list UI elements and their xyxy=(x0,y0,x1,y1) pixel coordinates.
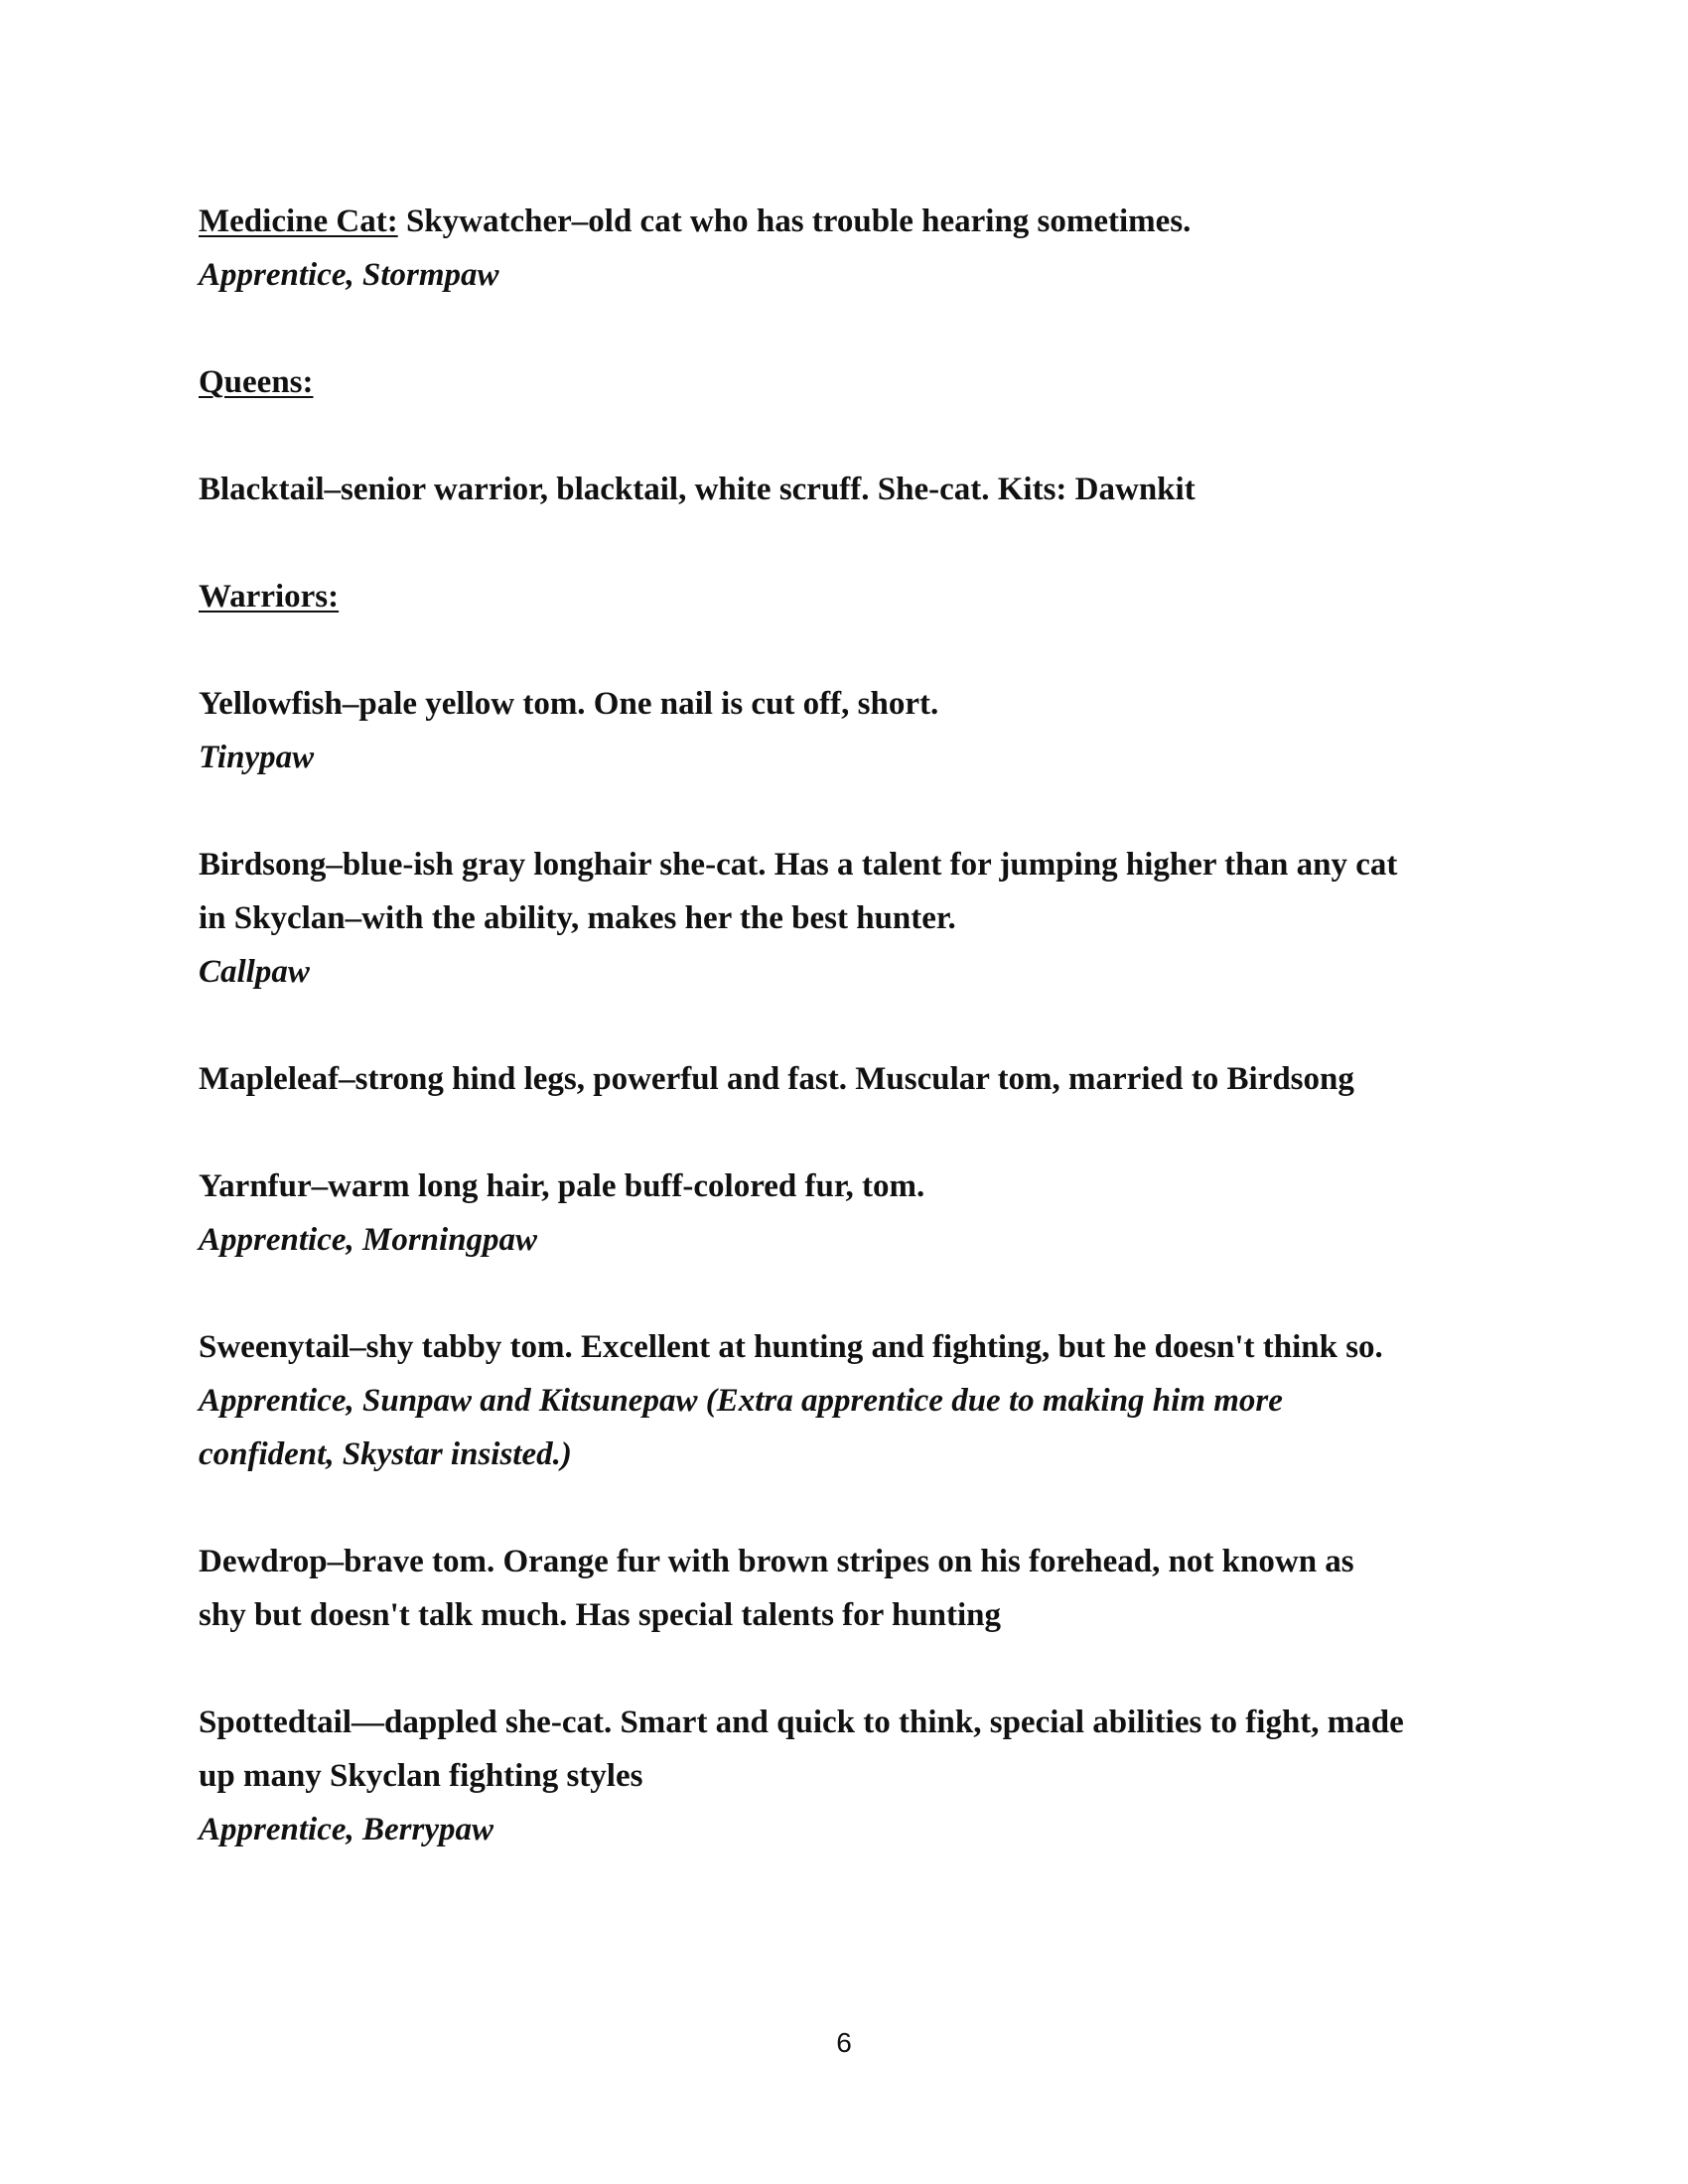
warrior-yarnfur-apprentice: Apprentice, Morningpaw xyxy=(199,1222,538,1258)
warrior-birdsong-cont: in Skyclan–with the ability, makes her the best hunter. xyxy=(199,900,956,936)
warrior-spottedtail-apprentice: Apprentice, Berrypaw xyxy=(199,1812,493,1847)
queen-entry: Blacktail–senior warrior, blacktail, white scruff. She-cat. Kits: Dawnkit xyxy=(199,472,1196,507)
warrior-yellowfish-apprentice: Tinypaw xyxy=(199,740,315,775)
medicine-cat-heading: Medicine Cat: xyxy=(199,204,398,239)
warrior-birdsong: Birdsong–blue-ish gray longhair she-cat. Has a talent for jumping higher than any cat xyxy=(199,847,1398,883)
warrior-dewdrop: Dewdrop–brave tom. Orange fur with brown stripes on his forehead, not known as xyxy=(199,1544,1354,1579)
warrior-sweenytail-apprentice-cont: confident, Skystar insisted.) xyxy=(199,1436,572,1472)
warrior-dewdrop-cont: shy but doesn't talk much. Has special talents for hunting xyxy=(199,1597,1002,1633)
medicine-cat-line xyxy=(199,195,1509,248)
warrior-yarnfur: Yarnfur–warm long hair, pale buff-colored fur, tom. xyxy=(199,1168,925,1204)
warrior-birdsong-apprentice: Callpaw xyxy=(199,954,310,990)
medicine-cat-text: Skywatcher–old cat who has trouble hearing sometimes. xyxy=(397,204,1192,239)
warrior-spottedtail-cont: up many Skyclan fighting styles xyxy=(199,1758,643,1794)
warrior-mapleleaf: Mapleleaf–strong hind legs, powerful and fast. Muscular tom, married to Birdsong xyxy=(199,1061,1354,1097)
warriors-heading: Warriors: xyxy=(199,579,340,614)
warriors-heading-line xyxy=(199,570,1509,623)
queens-heading: Queens: xyxy=(199,364,314,400)
warrior-sweenytail: Sweenytail–shy tabby tom. Excellent at hunting and fighting, but he doesn't think so. xyxy=(199,1329,1383,1365)
warrior-spottedtail: Spottedtail—dappled she-cat. Smart and quick to think, special abilities to fight, made xyxy=(199,1705,1404,1740)
medicine-cat-apprentice: Apprentice, Stormpaw xyxy=(199,257,499,293)
warrior-yellowfish: Yellowfish–pale yellow tom. One nail is cut off, short. xyxy=(199,686,939,722)
page-number: 6 xyxy=(836,2027,852,2058)
warrior-sweenytail-apprentice: Apprentice, Sunpaw and Kitsunepaw (Extra apprentice due to making him more xyxy=(199,1383,1283,1419)
queens-heading-line xyxy=(199,355,1509,409)
